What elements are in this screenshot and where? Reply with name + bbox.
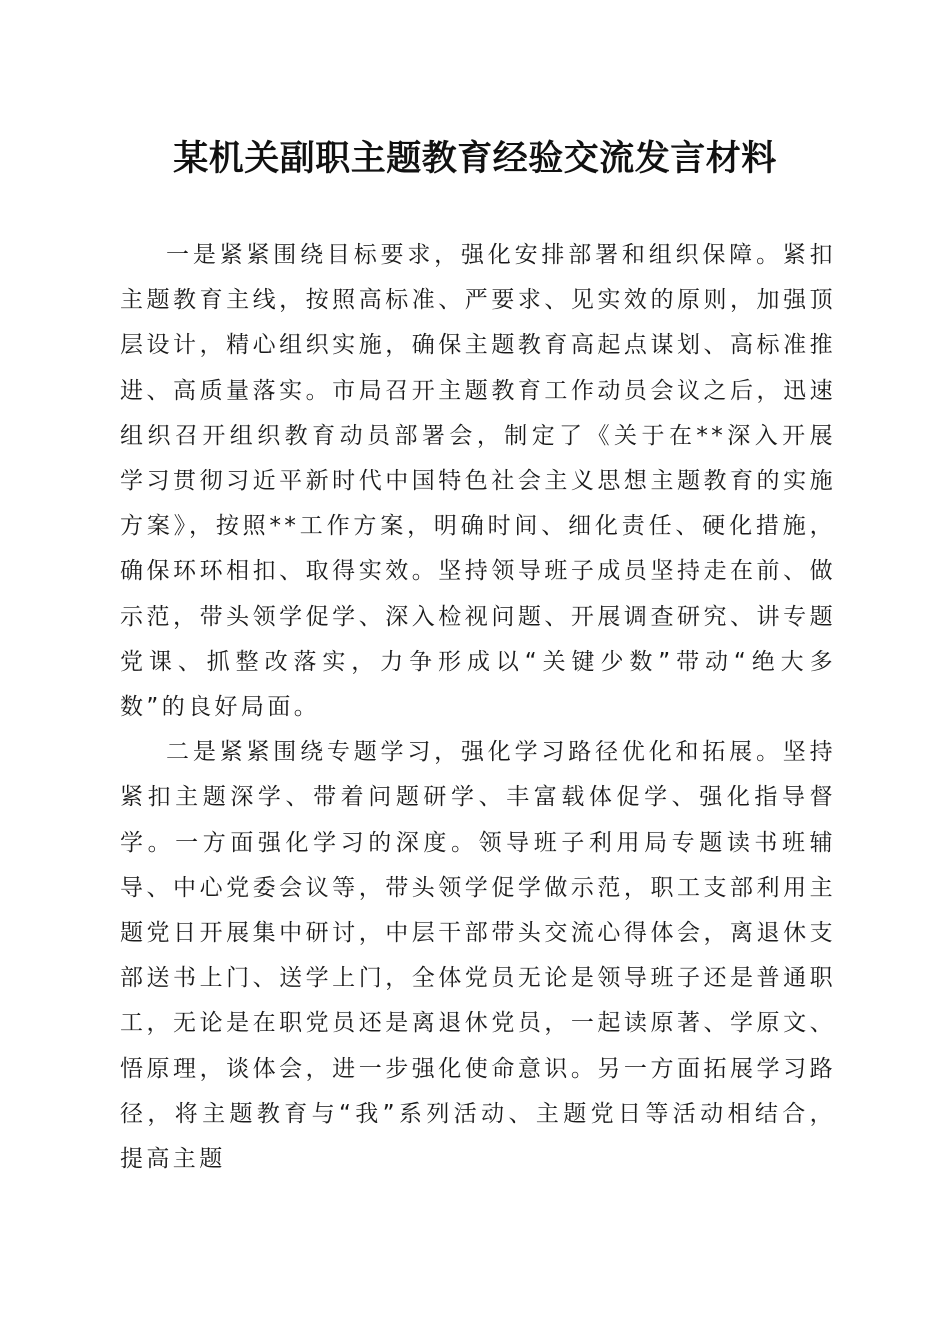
paragraph-1: 一是紧紧围绕目标要求，强化安排部署和组织保障。紧扣主题教育主线，按照高标准、严要求、见实效的原则，加强顶层设计，精心组织实施，确保主题教育高起点谋划、高标准推进、高质量落实。市局召开主题教育工作动员会议之后，迅速组织召开组织教育动员部署会，制定了《关于在**深入开展学习贯彻习近平新时代中国特色社会主义思想主题教育的实施方案》，按照**工作方案，明确时间、细化责任、硬化措施，确保环环相扣、取得实效。坚持领导班子成员坚持走在前、做示范，带头领学促学、深入检视问题、开展调查研究、讲专题党课、抓整改落实，力争形成以“关键少数”带动“绝大多数”的良好局面。 bbox=[120, 242, 836, 721]
paragraph-2: 二是紧紧围绕专题学习，强化学习路径优化和拓展。坚持紧扣主题深学、带着问题研学、丰富载体促学、强化指导督学。一方面强化学习的深度。领导班子利用局专题读书班辅导、中心党委会议等，带头领学促学做示范，职工支部利用主题党日开展集中研讨，中层干部带头交流心得体会，离退休支部送书上门、送学上门，全体党员无论是领导班子还是普通职工，无论是在职党员还是离退休党员，一起读原著、学原文、悟原理，谈体会，进一步强化使命意识。另一方面拓展学习路径，将主题教育与“我”系列活动、主题党日等活动相结合，提高主题 bbox=[120, 739, 836, 1173]
document-title: 某机关副职主题教育经验交流发言材料 bbox=[173, 138, 777, 179]
document-body bbox=[120, 233, 836, 1182]
